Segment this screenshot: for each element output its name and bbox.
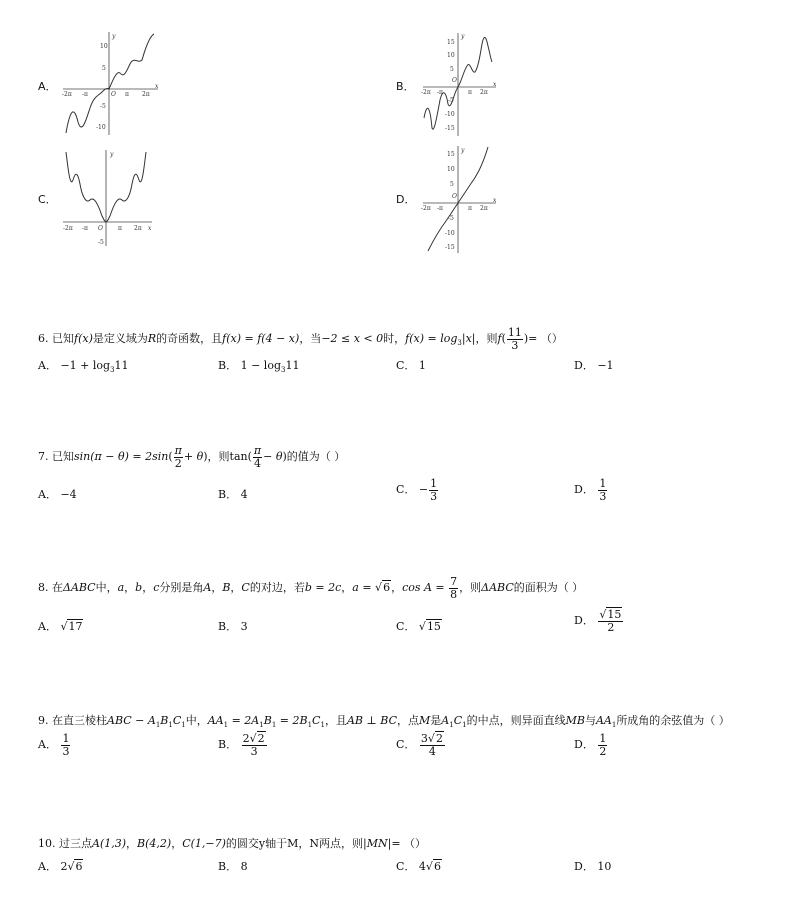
- graph-b-xaxis-label: x: [493, 81, 497, 88]
- q10-option-c[interactable]: C． 4√6: [396, 860, 441, 873]
- q7-fraction: $\frac{\pi}{4}$: [253, 444, 262, 470]
- graph-b-ytick: 15: [447, 39, 455, 46]
- q6-math: (x): [78, 332, 93, 346]
- q8-option-d[interactable]: D． $\frac{√15}{2}$: [574, 608, 622, 634]
- graph-a-ytick: 10: [100, 43, 108, 50]
- q8-option-b[interactable]: B． 3: [218, 620, 248, 633]
- graph-d-xtick: 2π: [480, 205, 488, 212]
- q6-option-a[interactable]: A． $-1 + \log_311$: [38, 359, 129, 375]
- graph-b-yaxis-label: y: [461, 33, 465, 40]
- q7-option-c[interactable]: C． − $\frac{1}{3}$: [396, 477, 438, 503]
- q6-option-d[interactable]: D． −1: [574, 359, 614, 372]
- graph-d-ytick: 10: [447, 166, 455, 173]
- question-7: 7. 已知sin(π − θ) = 2sin( $\frac{\pi}{2}$ + θ)，则tan( $\frac{\pi}{4}$ − θ)的值为（ ）: [38, 444, 346, 470]
- q7-option-d[interactable]: D． $\frac{1}{3}$: [574, 477, 607, 503]
- graph-d-yaxis-label: y: [461, 147, 465, 154]
- q6-text: = （）: [528, 332, 563, 346]
- graph-d-ytick: 15: [447, 151, 455, 158]
- graph-b-ytick: -15: [445, 125, 455, 132]
- graph-a-yaxis-label: y: [112, 33, 116, 40]
- question-6: 6. 已知f(x)是定义域为R的奇函数，且f(x) = f(4 − x)，当−2 ≤ x < 0时，$f(x) = \log_3|x|$，则f( $\frac{11}{3}$ )= （）: [38, 326, 563, 352]
- graph-b-xtick: -π: [437, 89, 443, 96]
- q6-text: 的奇函数，且: [156, 332, 223, 346]
- q7-number: 7.: [38, 450, 49, 464]
- q6-fraction: $\frac{11}{3}$: [507, 326, 522, 352]
- q6-math: f: [74, 332, 79, 346]
- graph-d: [420, 143, 500, 255]
- graph-b: [420, 30, 500, 138]
- q9-option-a[interactable]: A． $\frac{1}{3}$: [38, 732, 70, 758]
- graph-a-ytick: 5: [102, 65, 106, 72]
- graph-c-yaxis-label: y: [110, 151, 114, 158]
- q9-option-b[interactable]: B． $\frac{2√2}{3}$: [218, 732, 265, 758]
- graph-d-ytick: 5: [450, 181, 454, 188]
- q6-text: 时，: [383, 332, 406, 346]
- q6-option-b[interactable]: B． $1 - \log_311$: [218, 359, 300, 375]
- graph-b-xtick: π: [468, 89, 472, 96]
- graph-d-ytick: -5: [448, 215, 454, 222]
- question-8: 8. 在ΔABC中，a，b，c分别是角A，B，C的对边，若b = 2c，a = √6，cos A = $\frac{7}{8}$ ，则ΔABC的面积为（ ）: [38, 575, 584, 601]
- graph-a-ytick: -5: [100, 103, 106, 110]
- q7-option-a[interactable]: A． −4: [38, 488, 77, 501]
- graph-a-xtick: 2π: [142, 91, 150, 98]
- graph-a-xtick: π: [125, 91, 129, 98]
- q7-text: 的值为（ ）: [286, 450, 346, 464]
- graph-c-xtick: O: [98, 225, 103, 232]
- graph-a-xtick: O: [111, 91, 116, 98]
- graph-b-xtick: O: [452, 77, 457, 84]
- q8-number: 8.: [38, 581, 49, 595]
- graph-c-ytick: -5: [98, 239, 104, 246]
- q6-math: f: [497, 332, 502, 346]
- q9-option-d[interactable]: D． $\frac{1}{2}$: [574, 732, 607, 758]
- option-d-label: D．: [396, 193, 416, 206]
- graph-c-xaxis-label: x: [148, 225, 152, 232]
- q6-text: ，则: [475, 332, 498, 346]
- q9-option-c[interactable]: C． $\frac{3√2}{4}$: [396, 732, 443, 758]
- q10-number: 10.: [38, 837, 56, 850]
- graph-c-xtick: -2π: [63, 225, 73, 232]
- graph-b-ytick: -5: [448, 97, 454, 104]
- q10-option-a[interactable]: A． 2√6: [38, 860, 83, 873]
- graph-a-xtick: -π: [82, 91, 88, 98]
- q6-option-c[interactable]: C． 1: [396, 359, 426, 372]
- graph-d-ytick: -15: [445, 244, 455, 251]
- question-10: 10. 过三点A(1,3)，B(4,2)，C(1,−7)的圆交y轴于M，N两点，则|MN|= （）: [38, 837, 427, 850]
- graph-c-xtick: -π: [82, 225, 88, 232]
- q7-option-b[interactable]: B． 4: [218, 488, 248, 501]
- q8-option-a[interactable]: A． √17: [38, 620, 83, 633]
- graph-b-ytick: -10: [445, 111, 455, 118]
- q6-math: R: [147, 332, 157, 346]
- q7-text: 已知: [52, 450, 74, 464]
- q6-math: |x|: [461, 332, 476, 346]
- graph-b-xtick: -2π: [421, 89, 431, 96]
- graph-c: [60, 148, 155, 248]
- graph-a-xtick: -2π: [62, 91, 72, 98]
- q6-number: 6.: [38, 332, 49, 346]
- q6-math-sub: 3: [457, 339, 462, 348]
- graph-c-xtick: π: [118, 225, 122, 232]
- option-a-label: A．: [38, 80, 57, 93]
- q7-math: tan: [229, 450, 248, 464]
- q6-math: f(x) = log: [405, 332, 458, 346]
- q7-fraction: $\frac{\pi}{2}$: [174, 444, 182, 470]
- q8-option-c[interactable]: C． √15: [396, 620, 441, 633]
- q7-text: ，则: [207, 450, 230, 464]
- question-9: 9. 在直三棱柱ABC − $A_1B_1C_1$中，$AA_1 = 2A_1B_1 = 2B_1C_1$，且AB ⊥ BC，点M是$A_1C_1$的中点，则异面直线MB与$AA_1$所成角的余弦值为（ ）: [38, 714, 730, 730]
- q9-number: 9.: [38, 714, 49, 727]
- q6-text: ，当: [299, 332, 322, 346]
- graph-b-ytick: 5: [450, 66, 454, 73]
- graph-a-xaxis-label: x: [155, 83, 159, 90]
- option-b-label: B．: [396, 80, 415, 93]
- graph-d-xtick: π: [468, 205, 472, 212]
- graph-d-ytick: -10: [445, 230, 455, 237]
- q6-math: f(x) = f(4 − x): [222, 332, 300, 346]
- option-c-label: C．: [38, 193, 57, 206]
- q6-text: 是定义域为: [92, 332, 148, 346]
- q6-text: 已知: [52, 332, 74, 346]
- q10-option-d[interactable]: D． 10: [574, 860, 612, 873]
- graph-a-ytick: -10: [96, 124, 106, 131]
- graph-b-ytick: 10: [447, 52, 455, 59]
- graph-d-xtick: O: [452, 193, 457, 200]
- q7-math: sin(π − θ) = 2sin: [74, 450, 169, 464]
- graph-d-xtick: -2π: [421, 205, 431, 212]
- graph-b-xtick: 2π: [480, 89, 488, 96]
- q6-math: −2 ≤ x < 0: [321, 332, 384, 346]
- graph-a: [60, 30, 160, 138]
- graph-c-xtick: 2π: [134, 225, 142, 232]
- graph-d-xaxis-label: x: [493, 197, 497, 204]
- graph-d-xtick: -π: [437, 205, 443, 212]
- q10-option-b[interactable]: B． 8: [218, 860, 248, 873]
